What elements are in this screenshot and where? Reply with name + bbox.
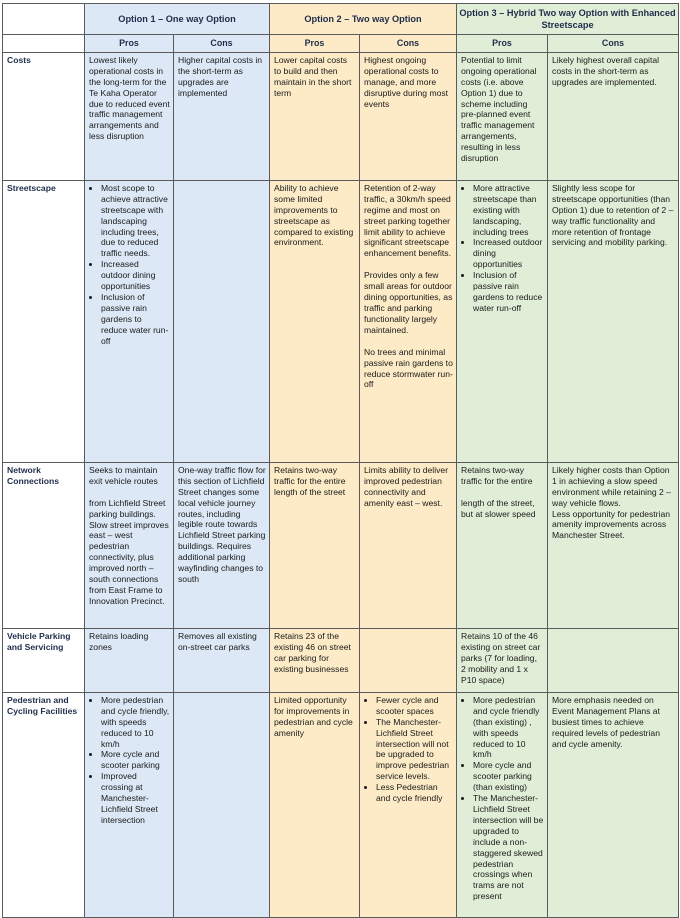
row-label-streetscape: Streetscape xyxy=(3,180,85,462)
paragraph: Provides only a few small areas for outdoor dining opportunities, as traffic and parking functionality largely maintained. xyxy=(364,270,453,335)
bullet-list xyxy=(364,695,453,804)
parking-row xyxy=(3,628,679,692)
list-item: • Fewer cycle and scooter spaces xyxy=(376,695,453,717)
network-option1-cons: One-way traffic flow for this section of Lichfield Street changes some local vehicle journey routes, including legible route towards Lichfield Street parking buildings. Requires additional parking wayfinding changes to south xyxy=(174,462,270,628)
list-item: • More cycle and scooter parking (than existing) xyxy=(473,760,544,793)
option2-pros-header: Pros xyxy=(270,35,360,53)
row-label-costs: Costs xyxy=(3,52,85,180)
option1-pros-header: Pros xyxy=(85,35,174,53)
list-item: • Increased outdoor dining opportunities xyxy=(473,237,544,270)
paragraph: Retention of 2-way traffic, a 30km/h speed regime and most on street parking together limit ability to achieve significant streetscape enhancement benefits. xyxy=(364,182,451,259)
option2-cons-header: Cons xyxy=(360,35,457,53)
corner-cell xyxy=(3,4,85,35)
costs-row xyxy=(3,52,679,180)
bullet-list xyxy=(89,183,170,347)
parking-option3-cons xyxy=(548,628,679,692)
costs-option1-cons: Higher capital costs in the short-term as upgrades are implemented xyxy=(174,52,270,180)
paragraph: Less opportunity for pedestrian amenity improvements across Manchester Street. xyxy=(552,508,671,541)
paragraph: Likely higher costs than Option 1 in achieving a slow speed environment while retaining 2 – way vehicle flows. xyxy=(552,464,671,508)
streetscape-row xyxy=(3,180,679,462)
option3-header: Option 3 – Hybrid Two way Option with Enhanced Streetscape xyxy=(457,4,679,35)
pedestrian-option3-pros xyxy=(457,692,548,917)
option1-header: Option 1 – One way Option xyxy=(85,4,270,35)
pedestrian-option2-cons xyxy=(360,692,457,917)
list-item: • Less Pedestrian and cycle friendly xyxy=(376,782,453,804)
pros-cons-header-row xyxy=(3,35,679,53)
paragraph: length of the street, but at slower speed xyxy=(461,497,536,519)
list-item: • Most scope to achieve attractive streetscape with landscaping including trees, due to reduced traffic needs. xyxy=(101,183,170,259)
parking-option1-cons: Removes all existing on-street car parks xyxy=(174,628,270,692)
costs-option3-pros: Potential to limit ongoing operational costs (i.e. above Option 1) due to scheme including pre-planned event traffic management arrangements, resulting in less disruption xyxy=(457,52,548,180)
streetscape-option2-cons xyxy=(360,180,457,462)
costs-option1-pros: Lowest likely operational costs in the long-term for the Te Kaha Operator due to reduced event traffic management arrangements and less disruption xyxy=(85,52,174,180)
options-comparison-table xyxy=(2,3,679,918)
parking-option1-pros: Retains loading zones xyxy=(85,628,174,692)
option1-cons-header: Cons xyxy=(174,35,270,53)
row-label-parking: Vehicle Parking and Servicing xyxy=(3,628,85,692)
paragraph: No trees and minimal passive rain gardens to reduce stormwater run-off xyxy=(364,346,453,390)
streetscape-option3-pros xyxy=(457,180,548,462)
network-option3-pros xyxy=(457,462,548,628)
bullet-list xyxy=(461,183,544,314)
list-item: • More attractive streetscape than existing with landscaping, including trees xyxy=(473,183,544,238)
bullet-list xyxy=(89,695,170,826)
list-item: • Improved crossing at Manchester-Lichfield Street intersection xyxy=(101,771,170,826)
list-item: • More cycle and scooter parking xyxy=(101,749,170,771)
streetscape-option3-cons: Slightly less scope for streetscape opportunities (than Option 1) due to retention of 2 –way traffic functionality and more retention of frontage servicing and mobility parking. xyxy=(548,180,679,462)
parking-option2-pros: Retains 23 of the existing 46 on street car parking for existing businesses xyxy=(270,628,360,692)
network-option2-pros: Retains two-way traffic for the entire length of the street xyxy=(270,462,360,628)
costs-option2-pros: Lower capital costs to build and then maintain in the short term xyxy=(270,52,360,180)
pedestrian-option1-cons xyxy=(174,692,270,917)
option-header-row xyxy=(3,4,679,35)
pedestrian-row xyxy=(3,692,679,917)
network-option3-cons xyxy=(548,462,679,628)
network-row xyxy=(3,462,679,628)
row-label-network: Network Connections xyxy=(3,462,85,628)
list-item: • Inclusion of passive rain gardens to reduce water run-off xyxy=(473,270,544,314)
pedestrian-option2-pros: Limited opportunity for improvements in pedestrian and cycle amenity xyxy=(270,692,360,917)
list-item: • More pedestrian and cycle friendly, with speeds reduced to 10 km/h xyxy=(101,695,170,750)
costs-option2-cons: Highest ongoing operational costs to manage, and more disruptive during most events xyxy=(360,52,457,180)
option3-pros-header: Pros xyxy=(457,35,548,53)
pedestrian-option1-pros xyxy=(85,692,174,917)
network-option2-cons: Limits ability to deliver improved pedestrian connectivity and amenity east – west. xyxy=(360,462,457,628)
paragraph: Seeks to maintain exit vehicle routes xyxy=(89,464,158,486)
network-option1-pros xyxy=(85,462,174,628)
bullet-list xyxy=(461,695,544,902)
option2-header: Option 2 – Two way Option xyxy=(270,4,457,35)
list-item: • The Manchester-Lichfield Street intersection will not be upgraded to improve pedestrian service levels. xyxy=(376,717,453,782)
list-item: • Increased outdoor dining opportunities xyxy=(101,259,170,292)
list-item: • Inclusion of passive rain gardens to reduce water run-off xyxy=(101,292,170,347)
costs-option3-cons: Likely highest overall capital costs in the short-term as upgrades are implemented. xyxy=(548,52,679,180)
list-item: • More pedestrian and cycle friendly (than existing) , with speeds reduced to 10 km/h xyxy=(473,695,544,760)
streetscape-option1-cons xyxy=(174,180,270,462)
paragraph: from Lichfield Street parking buildings. Slow street improves east – west pedestrian connectivity, plus improved north – south connections from East Frame to Innovation Precinct. xyxy=(89,497,169,606)
pedestrian-option3-cons: More emphasis needed on Event Management Plans at busiest times to achieve required levels of pedestrian and cycle amenity. xyxy=(548,692,679,917)
corner-cell-2 xyxy=(3,35,85,53)
parking-option3-pros: Retains 10 of the 46 existing on street car parks (7 for loading, 2 mobility and 1 x P10 space) xyxy=(457,628,548,692)
parking-option2-cons xyxy=(360,628,457,692)
option3-cons-header: Cons xyxy=(548,35,679,53)
streetscape-option1-pros xyxy=(85,180,174,462)
row-label-pedestrian: Pedestrian and Cycling Facilities xyxy=(3,692,85,917)
streetscape-option2-pros: Ability to achieve some limited improvements to streetscape as compared to existing environment. xyxy=(270,180,360,462)
list-item: • The Manchester-Lichfield Street intersection will be upgraded to include a non-staggered skewed pedestrian crossings when trams are not present xyxy=(473,793,544,902)
paragraph: Retains two-way traffic for the entire xyxy=(461,464,533,486)
